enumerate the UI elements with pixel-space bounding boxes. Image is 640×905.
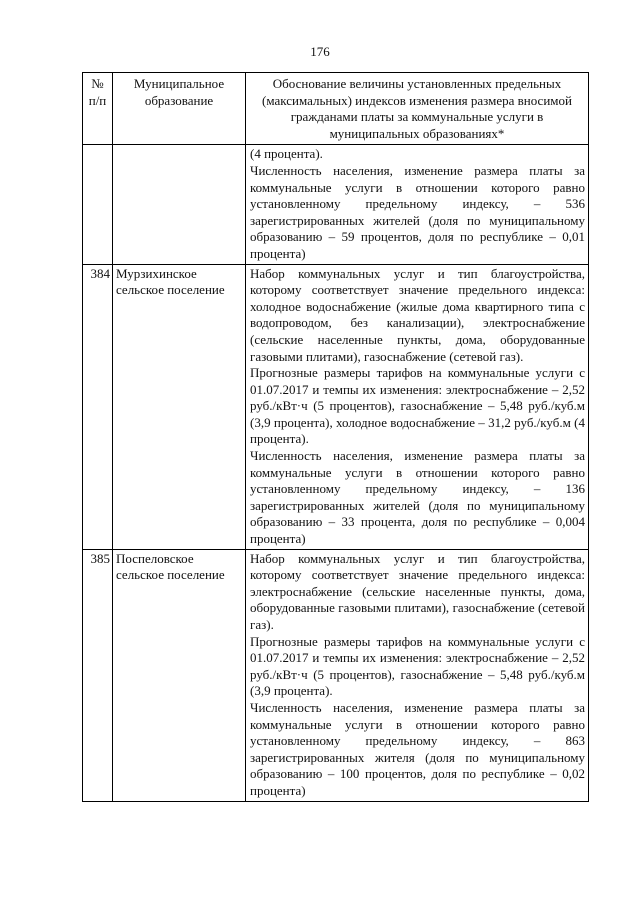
paragraph: (4 процента). bbox=[250, 146, 323, 162]
row-justification bbox=[246, 145, 589, 264]
table-row bbox=[83, 145, 589, 264]
row-municipality bbox=[113, 145, 246, 264]
paragraph: Набор коммунальных услуг и тип благоустройства, которому соответствует значение предельного индекса: электроснабжение (сельские населенные пункты, дома, оборудованные газовыми плитами), газоснабжение (сетевой газ). bbox=[250, 550, 585, 632]
row-justification bbox=[246, 264, 589, 549]
row-number: 384 bbox=[83, 264, 113, 549]
paragraph: Численность населения, изменение размера платы за коммунальные услуги в отношении которого равно установленному предельному индексу, – 136 зарегистрированных жителей (доля по муниципальному образованию – 33 процента, доля по республике – 0,004 процента) bbox=[250, 448, 585, 547]
paragraph: Численность населения, изменение размера платы за коммунальные услуги в отношении которого равно установленному предельному индексу, – 536 зарегистрированных жителей (доля по муниципальному образованию – 59 процентов, доля по республике – 0,01 процента) bbox=[250, 162, 585, 261]
paragraph: Набор коммунальных услуг и тип благоустройства, которому соответствует значение предельного индекса: холодное водоснабжение (жилые дома квартирного типа с водопроводом, без канализации), электроснабжение (сельские населенные пункты, дома, оборудованные газовыми плитами), газоснабжение (сетевой газ). bbox=[250, 265, 585, 364]
header-municipality: Муниципальное образование bbox=[113, 73, 246, 145]
table-row bbox=[83, 549, 589, 801]
paragraph: Численность населения, изменение размера платы за коммунальные услуги в отношении которого равно установленному предельному индексу, – 863 зарегистрированных жителя (доля по муниципальному образованию – 100 процентов, доля по республике – 0,02 процента) bbox=[250, 699, 585, 798]
page-number: 176 bbox=[310, 44, 330, 59]
header-justification: Обоснование величины установленных предельных (максимальных) индексов изменения размера вносимой гражданами платы за коммунальные услуги в муниципальных образованиях* bbox=[246, 73, 589, 145]
header-number: № п/п bbox=[83, 73, 113, 145]
row-number bbox=[83, 145, 113, 264]
row-municipality: Поспеловское сельское поселение bbox=[113, 549, 246, 801]
paragraph: Прогнозные размеры тарифов на коммунальные услуги с 01.07.2017 и темпы их изменения: электроснабжение – 2,52 руб./кВт·ч (5 процентов), газоснабжение – 5,48 руб./куб.м (3,9 процента). bbox=[250, 633, 585, 699]
index-justification-table bbox=[82, 72, 589, 802]
row-justification bbox=[246, 549, 589, 801]
table-row bbox=[83, 264, 589, 549]
table-header-row bbox=[83, 73, 589, 145]
row-municipality: Мурзихинское сельское поселение bbox=[113, 264, 246, 549]
row-number: 385 bbox=[83, 549, 113, 801]
paragraph: Прогнозные размеры тарифов на коммунальные услуги с 01.07.2017 и темпы их изменения: электроснабжение – 2,52 руб./кВт·ч (5 процентов), газоснабжение – 5,48 руб./куб.м (3,9 процента), холодное водоснабжение – 31,2 руб./куб.м (4 процента). bbox=[250, 365, 585, 447]
